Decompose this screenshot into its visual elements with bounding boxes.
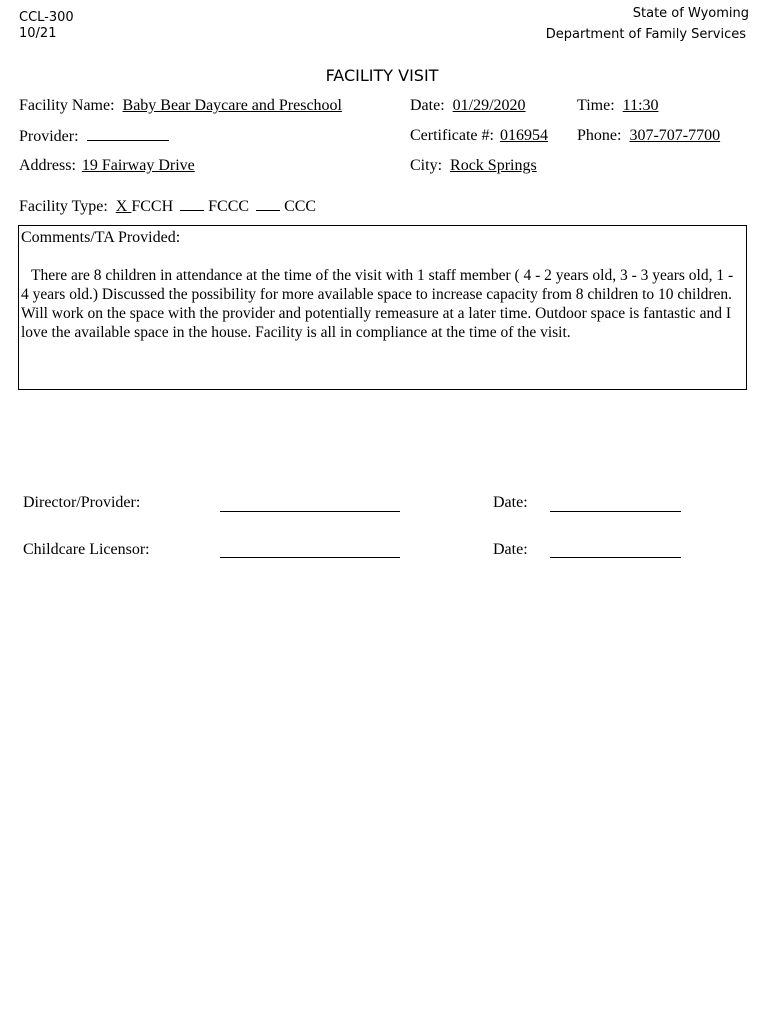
- address-row: [19, 156, 195, 176]
- city-label: City:: [410, 157, 443, 174]
- agency-department: Department of Family Services: [545, 27, 746, 42]
- time-label: Time:: [577, 97, 615, 114]
- director-date-label: Date:: [493, 494, 528, 511]
- time-value[interactable]: 11:30: [622, 97, 659, 114]
- provider-value[interactable]: [87, 126, 169, 141]
- facility-type-label: Facility Type:: [19, 198, 108, 215]
- date-value[interactable]: 01/29/2020: [452, 97, 526, 114]
- licensor-date-line[interactable]: [550, 557, 681, 558]
- director-provider-label: Director/Provider:: [23, 494, 141, 511]
- facility-type-row: [19, 196, 316, 217]
- phone-row: [577, 126, 720, 146]
- address-label: Address:: [19, 157, 76, 174]
- phone-value[interactable]: 307-707-7700: [629, 127, 721, 144]
- form-revision-date: 10/21: [19, 26, 57, 41]
- comments-box[interactable]: [18, 225, 747, 390]
- city-row: [410, 156, 537, 176]
- facility-type-mark-fcch: X: [115, 198, 128, 215]
- facility-type-mark-ccc: [256, 196, 280, 211]
- time-row: [577, 96, 659, 116]
- childcare-licensor-label: Childcare Licensor:: [23, 541, 150, 558]
- facility-name-label: Facility Name:: [19, 97, 115, 114]
- facility-type-option-fccc[interactable]: [180, 198, 249, 215]
- facility-name-row: [19, 96, 342, 116]
- certificate-value[interactable]: 016954: [499, 127, 548, 144]
- provider-row: [19, 126, 169, 147]
- facility-type-option-ccc[interactable]: [256, 198, 316, 215]
- facility-type-code-ccc: CCC: [284, 198, 317, 215]
- certificate-label: Certificate #:: [410, 127, 494, 144]
- agency-state: State of Wyoming: [632, 6, 749, 21]
- city-value[interactable]: Rock Springs: [450, 157, 537, 174]
- facility-name-value[interactable]: Baby Bear Daycare and Preschool: [122, 97, 342, 114]
- date-label: Date:: [410, 97, 445, 114]
- comments-label: Comments/TA Provided:: [21, 229, 181, 246]
- address-value[interactable]: 19 Fairway Drive: [81, 157, 195, 174]
- comments-text[interactable]: There are 8 children in attendance at the time of the visit with 1 staff member ( 4 - 2 years old, 3 - 3 years old, 1 - 4 years old.) Discussed the possibility for more available space to increase capacity from 8 children to 10 children. Will work on the space with the provider and potentially remeasure at a later time. Outdoor space is fantastic and I love the available space in the house. Facility is all in compliance at the time of the visit.: [21, 267, 734, 341]
- facility-type-code-fccc: FCCC: [208, 198, 250, 215]
- director-signature-line[interactable]: [220, 511, 400, 512]
- director-date-line[interactable]: [550, 511, 681, 512]
- date-row: [410, 96, 526, 116]
- page-title: FACILITY VISIT: [325, 66, 439, 85]
- phone-label: Phone:: [577, 127, 622, 144]
- licensor-date-label: Date:: [493, 541, 528, 558]
- facility-type-option-fcch[interactable]: [116, 198, 173, 215]
- form-code: CCL-300: [19, 10, 74, 25]
- provider-label: Provider:: [19, 128, 79, 145]
- certificate-row: [410, 126, 548, 146]
- facility-type-code-fcch: FCCH: [131, 198, 174, 215]
- licensor-signature-line[interactable]: [220, 557, 400, 558]
- facility-type-mark-fccc: [180, 196, 204, 211]
